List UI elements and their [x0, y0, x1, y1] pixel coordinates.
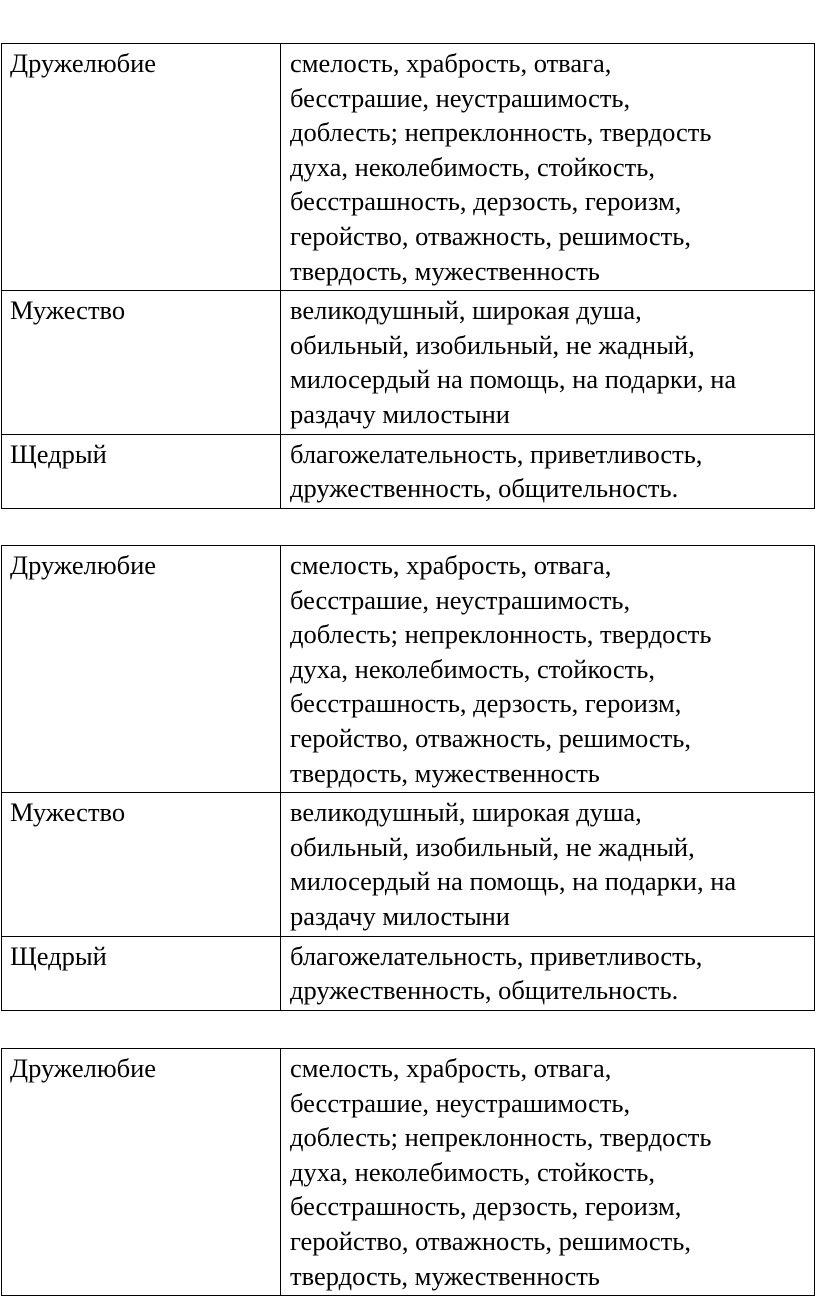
table-row [2, 434, 815, 508]
description-line: великодушный, широкая душа, [290, 295, 642, 326]
description-line: раздачу милостыни [290, 900, 510, 931]
table-row [2, 546, 815, 793]
term-cell: Дружелюбие [2, 1049, 281, 1296]
description-line: обильный, изобильный, не жадный, [290, 329, 695, 360]
description-cell [281, 44, 815, 291]
description-line: милосердый на помощь, на подарки, на [290, 364, 737, 395]
description-line: духа, неколебимость, стойкость, [290, 1156, 655, 1187]
description-cell [281, 434, 815, 508]
synonym-table-3 [1, 1048, 815, 1296]
description-line: доблесть; непреклонность, твердость [290, 117, 712, 148]
description-line: твердость, мужественность [290, 255, 600, 286]
description-line: твердость, мужественность [290, 1260, 600, 1291]
table-row [2, 44, 815, 291]
description-line: бесстрашность, дерзость, героизм, [290, 688, 682, 719]
table-row [2, 1049, 815, 1296]
description-line: благожелательность, приветливость, [290, 940, 703, 971]
description-line: доблесть; непреклонность, твердость [290, 619, 712, 650]
description-line: твердость, мужественность [290, 757, 600, 788]
description-line: бесстрашие, неустрашимость, [290, 584, 631, 615]
term-cell: Щедрый [2, 936, 281, 1010]
description-line: дружественность, общительность. [290, 473, 679, 504]
term-cell: Дружелюбие [2, 44, 281, 291]
description-line: доблесть; непреклонность, твердость [290, 1122, 712, 1153]
term-cell: Щедрый [2, 434, 281, 508]
synonym-table-2 [1, 545, 815, 1011]
synonym-table-1 [1, 43, 815, 509]
description-line: дружественность, общительность. [290, 975, 679, 1006]
description-cell [281, 793, 815, 936]
description-cell [281, 1049, 815, 1296]
description-cell [281, 936, 815, 1010]
description-line: бесстрашность, дерзость, героизм, [290, 186, 682, 217]
description-line: смелость, храбрость, отвага, [290, 1053, 612, 1083]
description-line: смелость, храбрость, отвага, [290, 48, 612, 78]
term-cell: Дружелюбие [2, 546, 281, 793]
description-line: бесстрашие, неустрашимость, [290, 1087, 631, 1118]
description-line: милосердый на помощь, на подарки, на [290, 866, 737, 897]
table-row [2, 936, 815, 1010]
description-line: геройство, отважность, решимость, [290, 220, 691, 251]
description-line: бесстрашие, неустрашимость, [290, 82, 631, 113]
description-line: смелость, храбрость, отвага, [290, 550, 612, 580]
description-line: благожелательность, приветливость, [290, 438, 703, 469]
table-row [2, 793, 815, 936]
description-line: геройство, отважность, решимость, [290, 722, 691, 753]
table-row [2, 291, 815, 434]
description-line: бесстрашность, дерзость, героизм, [290, 1191, 682, 1222]
description-cell [281, 546, 815, 793]
description-line: духа, неколебимость, стойкость, [290, 653, 655, 684]
description-line: раздачу милостыни [290, 398, 510, 429]
description-line: геройство, отважность, решимость, [290, 1225, 691, 1256]
description-line: обильный, изобильный, не жадный, [290, 831, 695, 862]
description-line: великодушный, широкая душа, [290, 797, 642, 828]
term-cell: Мужество [2, 793, 281, 936]
term-cell: Мужество [2, 291, 281, 434]
description-cell [281, 291, 815, 434]
description-line: духа, неколебимость, стойкость, [290, 151, 655, 182]
